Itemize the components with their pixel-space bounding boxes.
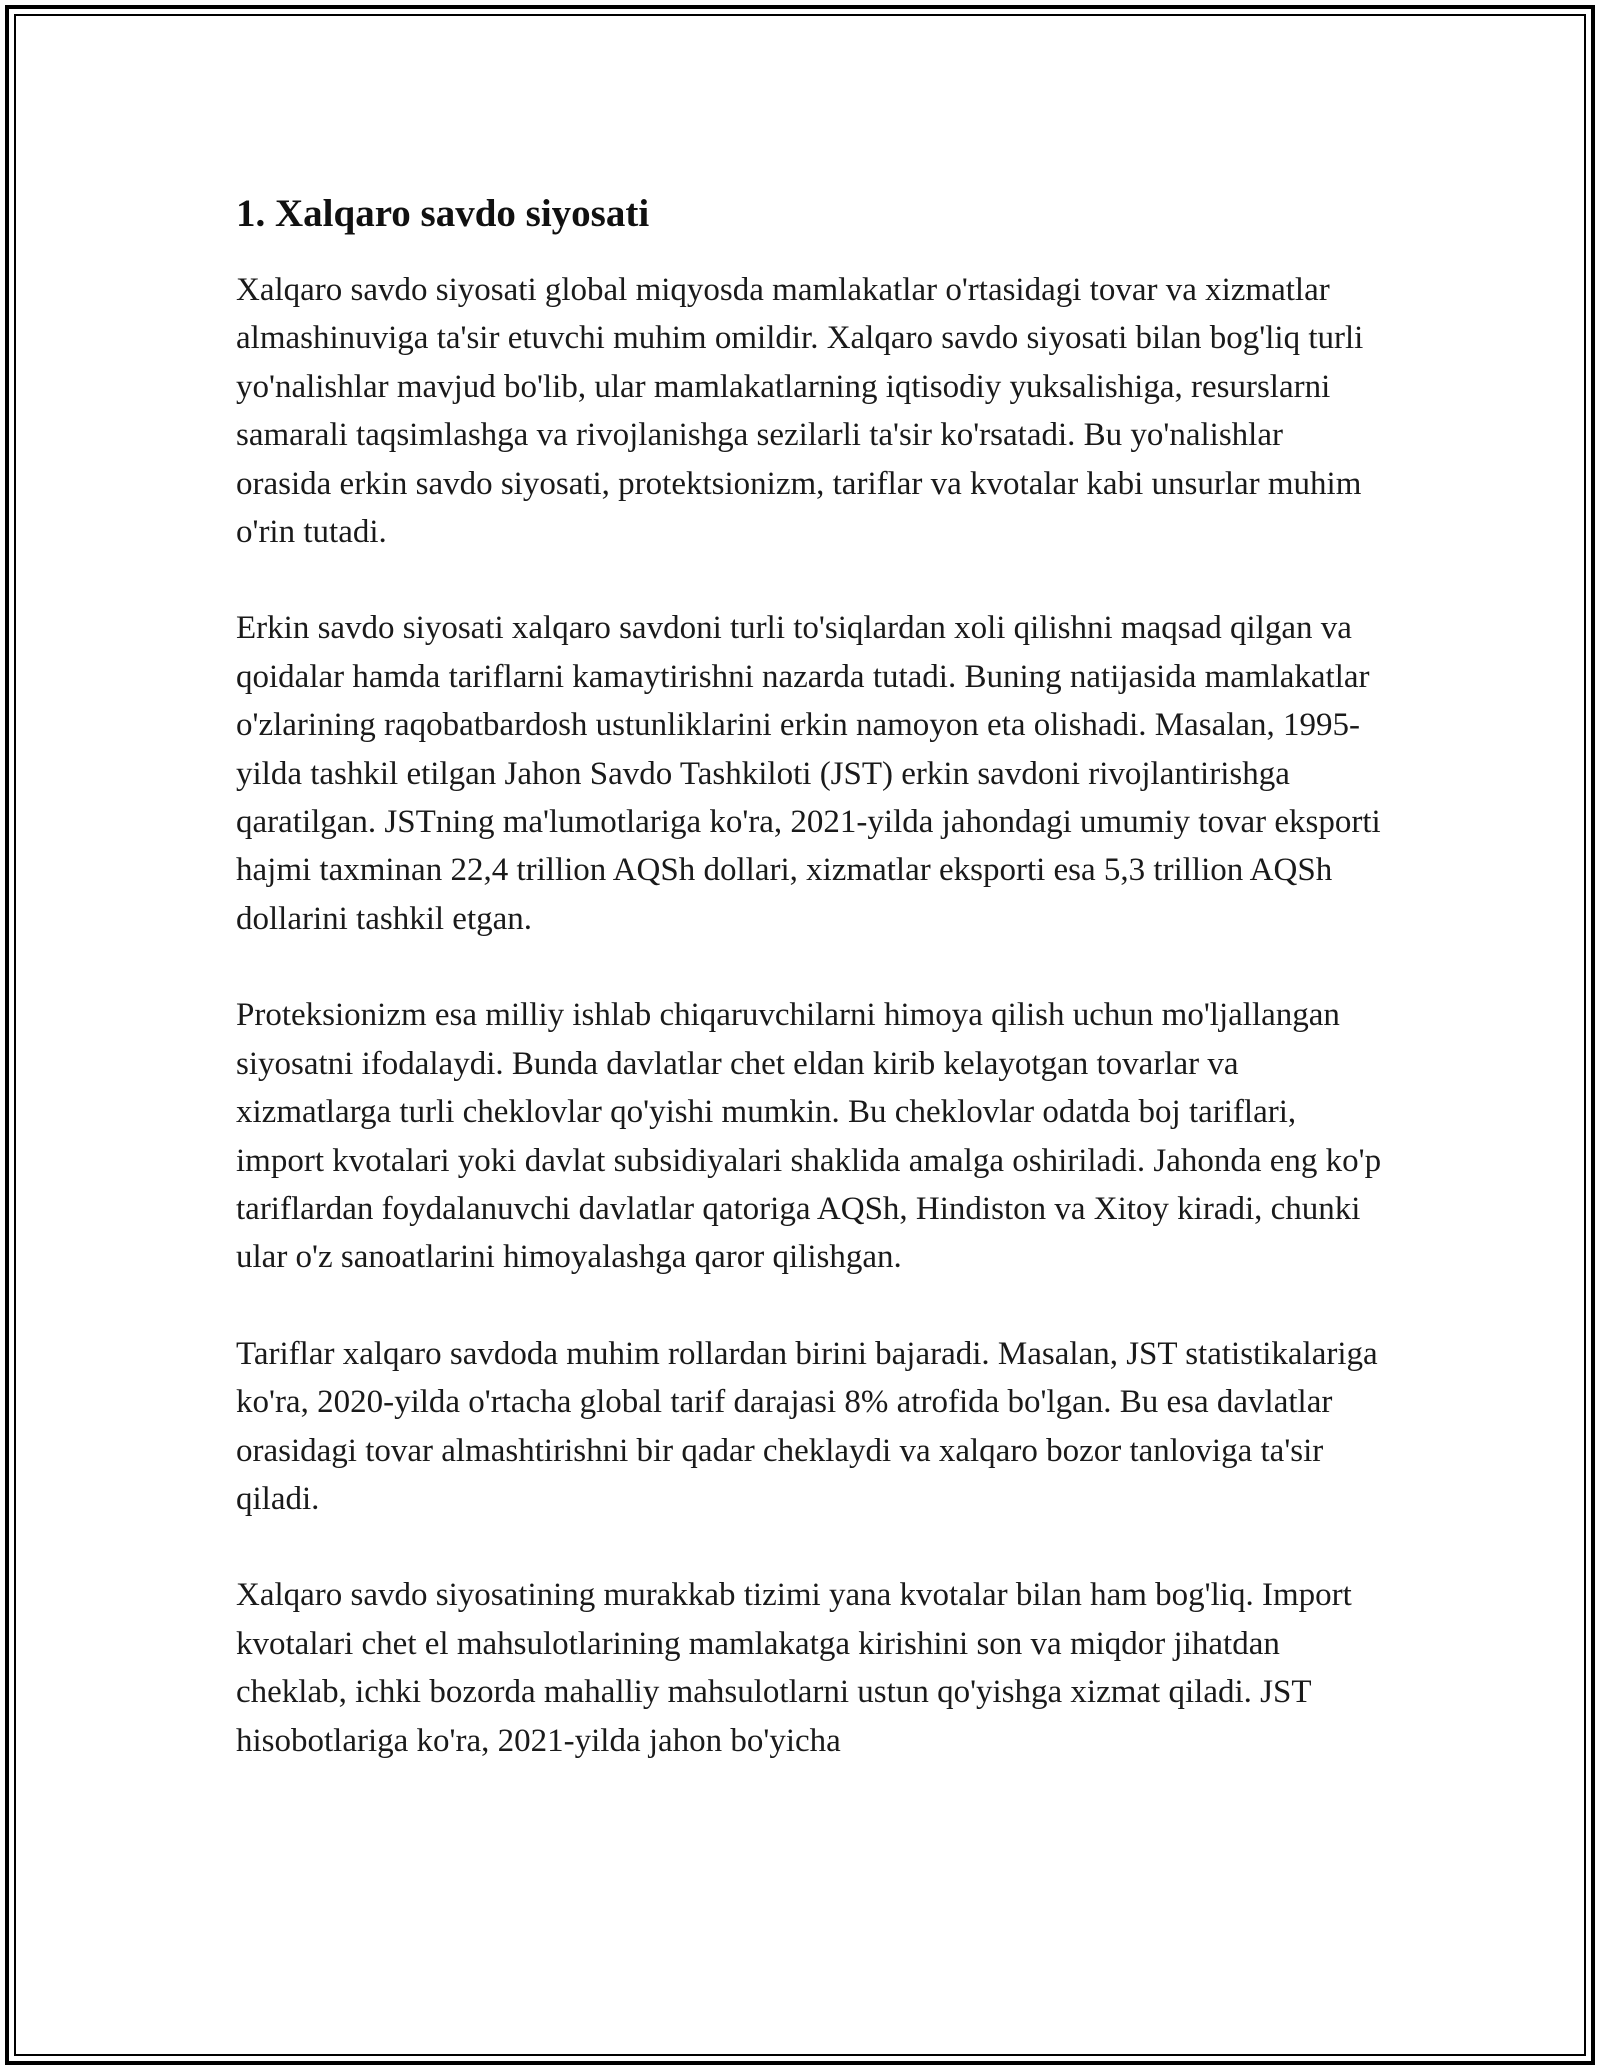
paragraph-quotas: Xalqaro savdo siyosatining murakkab tizimi yana kvotalar bilan ham bog'liq. Import kvotalari chet el mahsulotlarining mamlakatga kirishini son va miqdor jihatdan cheklab, ichki bozorda mahalliy mahsulotlarni ustun qo'yishga xizmat qiladi. JST hisobotlariga ko'ra, 2021-yilda jahon bo'yicha [236, 1577, 1352, 1759]
paragraph-tariffs: Tariflar xalqaro savdoda muhim rollardan birini bajaradi. Masalan, JST statistikalariga ko'ra, 2020-yilda o'rtacha global tarif darajasi 8% atrofida bo'lgan. Bu esa davlatlar orasidagi tovar almashtirishni bir qadar cheklaydi va xalqaro bozor tanloviga ta'sir qiladi. [236, 1335, 1378, 1517]
paragraph-free-trade: Erkin savdo siyosati xalqaro savdoni turli to'siqlardan xoli qilishni maqsad qilgan va qoidalar hamda tariflarni kamaytirishni nazarda tutadi. Buning natijasida mamlakatlar o'zlarining raqobatbardosh ustunliklarini erkin namoyon eta olishadi. Masalan, 1995-yilda tashkil etilgan Jahon Savdo Tashkiloti (JST) erkin savdoni rivojlantirishga qaratilgan. JSTning ma'lumotlariga ko'ra, 2021-yilda jahondagi umumiy tovar eksporti hajmi taxminan 22,4 trillion AQSh dollari, xizmatlar eksporti esa 5,3 trillion AQSh dollarini tashkil etgan. [236, 610, 1381, 937]
section-heading: 1. Xalqaro savdo siyosati [236, 192, 650, 235]
paragraph-protectionism: Proteksionizm esa milliy ishlab chiqaruvchilarni himoya qilish uchun mo'ljallangan siyosatni ifodalaydi. Bunda davlatlar chet eldan kirib kelayotgan tovarlar va xizmatlarga turli cheklovlar qo'yishi mumkin. Bu cheklovlar odatda boj tariflari, import kvotalari yoki davlat subsidiyalari shaklida amalga oshiriladi. Jahonda eng ko'p tariflardan foydalanuvchi davlatlar qatoriga AQSh, Hindiston va Xitoy kiradi, chunki ular o'z sanoatlarini himoyalashga qaror qilishgan. [236, 997, 1382, 1276]
document-body [236, 188, 1386, 1765]
paragraph-intro: Xalqaro savdo siyosati global miqyosda mamlakatlar o'rtasidagi tovar va xizmatlar almashinuviga ta'sir etuvchi muhim omildir. Xalqaro savdo siyosati bilan bog'liq turli yo'nalishlar mavjud bo'lib, ular mamlakatlarning iqtisodiy yuksalishiga, resurslarni samarali taqsimlashga va rivojlanishga sezilarli ta'sir ko'rsatadi. Bu yo'nalishlar orasida erkin savdo siyosati, protektsionizm, tariflar va kvotalar kabi unsurlar muhim o'rin tutadi. [236, 272, 1364, 551]
